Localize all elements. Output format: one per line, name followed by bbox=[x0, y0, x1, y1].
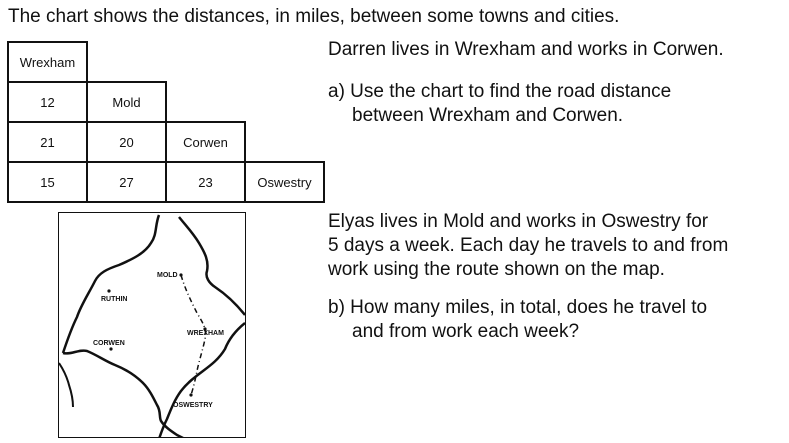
chart-row bbox=[8, 122, 324, 162]
border-line bbox=[179, 217, 245, 315]
route-map bbox=[58, 212, 246, 438]
distance-cell: 21 bbox=[8, 122, 87, 162]
chart-row bbox=[8, 162, 324, 202]
chart-row bbox=[8, 42, 324, 82]
distance-cell: 23 bbox=[166, 162, 245, 202]
town-label-mold: MOLD bbox=[157, 272, 178, 279]
question-b-prompt: b) How many miles, in total, does he travel to bbox=[328, 297, 708, 318]
town-marker bbox=[107, 289, 110, 292]
town-cell-wrexham: Wrexham bbox=[8, 42, 87, 82]
border-line-east bbox=[159, 323, 245, 438]
question-b-context-3: work using the route shown on the map. bbox=[328, 259, 665, 280]
town-label-corwen: CORWEN bbox=[93, 340, 125, 347]
coastline bbox=[63, 215, 159, 353]
question-b bbox=[328, 210, 728, 344]
town-marker bbox=[109, 347, 112, 350]
town-cell-mold: Mold bbox=[87, 82, 166, 122]
distance-cell: 20 bbox=[87, 122, 166, 162]
question-b-context-1: Elyas lives in Mold and works in Oswestry for bbox=[328, 211, 709, 232]
town-label-ruthin: RUTHIN bbox=[101, 296, 128, 303]
chart-row bbox=[8, 82, 324, 122]
distance-cell: 27 bbox=[87, 162, 166, 202]
town-marker bbox=[179, 273, 182, 276]
question-a-context: Darren lives in Wrexham and works in Corwen. bbox=[328, 39, 724, 60]
question-a bbox=[328, 38, 724, 128]
question-b-context-2: 5 days a week. Each day he travels to and from bbox=[328, 235, 729, 256]
town-cell-oswestry: Oswestry bbox=[245, 162, 324, 202]
question-b-prompt-cont: and from work each week? bbox=[352, 321, 580, 342]
question-a-prompt: a) Use the chart to find the road distance bbox=[328, 81, 672, 102]
town-label-oswestry: OSWESTRY bbox=[173, 402, 213, 409]
town-label-wrexham: WREXHAM bbox=[187, 330, 224, 337]
map-graphic bbox=[59, 213, 246, 438]
question-a-prompt-cont: between Wrexham and Corwen. bbox=[352, 105, 624, 126]
town-marker bbox=[189, 393, 192, 396]
border-line-west bbox=[59, 363, 73, 407]
border-line-south bbox=[63, 351, 185, 438]
distance-chart bbox=[7, 41, 325, 203]
town-cell-corwen: Corwen bbox=[166, 122, 245, 162]
distance-cell: 15 bbox=[8, 162, 87, 202]
intro-text: The chart shows the distances, in miles, between some towns and cities. bbox=[8, 6, 620, 27]
distance-cell: 12 bbox=[8, 82, 87, 122]
